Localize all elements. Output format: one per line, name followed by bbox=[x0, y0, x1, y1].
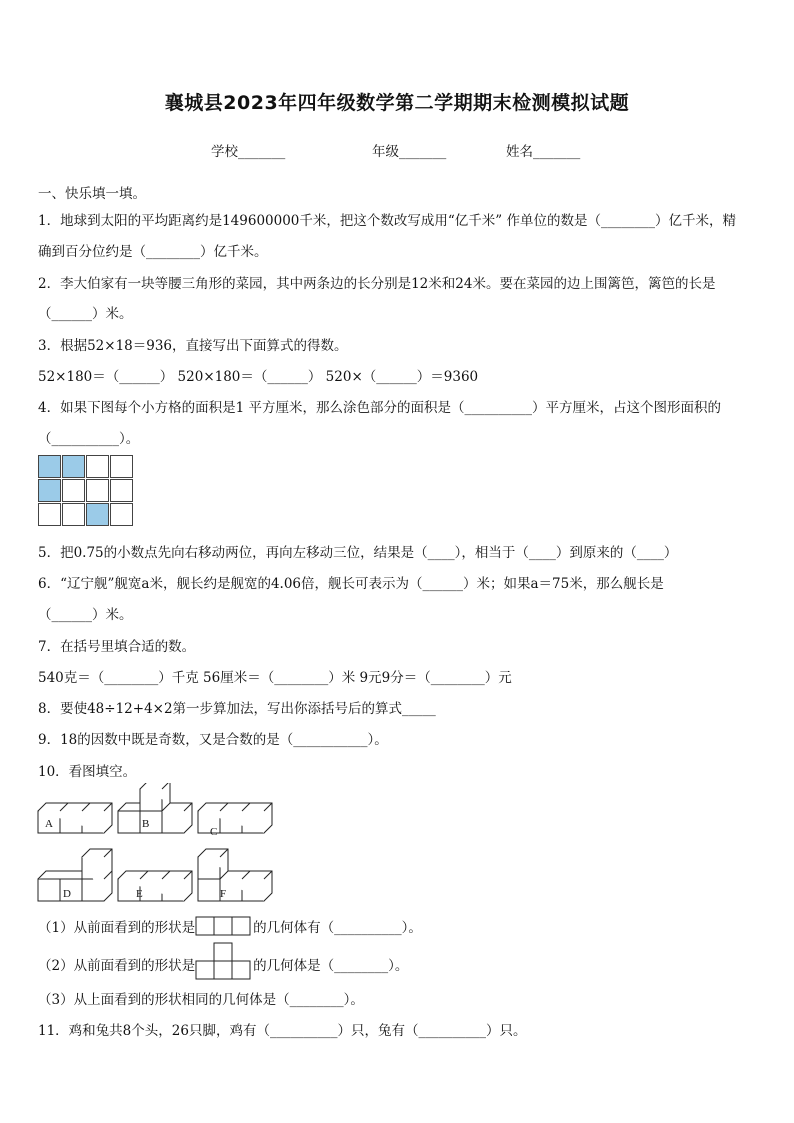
q9-line: 9．18的因数中既是奇数，又是合数的是（___________）。 bbox=[38, 732, 388, 748]
grade-label: 年级 bbox=[372, 144, 399, 160]
grid-cell bbox=[38, 503, 61, 526]
q10-sub2-suffix: 的几何体是（________）。 bbox=[253, 958, 409, 974]
figure-f bbox=[198, 849, 272, 901]
q4-line1: 4．如果下图每个小方格的面积是1 平方厘米，那么涂色部分的面积是（__________）平方厘米，占这个图形面积的 bbox=[38, 400, 721, 416]
q6-line2: （______）米。 bbox=[38, 607, 133, 623]
area-grid bbox=[38, 455, 134, 527]
grid-cell bbox=[86, 455, 109, 478]
q5-line: 5．把0.75的小数点先向右移动两位，再向左移动三位，结果是（____），相当于（____）到原来的（____） bbox=[38, 545, 678, 561]
shape-t-squares bbox=[195, 942, 253, 980]
grade-field bbox=[372, 140, 446, 160]
grid-cell bbox=[110, 455, 133, 478]
q8-line: 8．要使48÷12+4×2第一步算加法，写出你添括号后的算式_____ bbox=[38, 701, 436, 717]
q2-line1: 2．李大伯家有一块等腰三角形的菜园，其中两条边的长分别是12米和24米。要在菜园的边上围篱笆，篱笆的长是 bbox=[38, 276, 716, 292]
grid-cell bbox=[110, 479, 133, 502]
label-d: D bbox=[63, 888, 71, 900]
q10-sub1-suffix: 的几何体有（__________）。 bbox=[253, 920, 422, 936]
section-heading: 一、快乐填一填。 bbox=[38, 186, 146, 202]
q7-line1: 7．在括号里填合适的数。 bbox=[38, 639, 196, 655]
q10-sub3: （3）从上面看到的形状相同的几何体是（________）。 bbox=[38, 992, 364, 1008]
q10-sub2 bbox=[38, 942, 408, 980]
q3-line1: 3．根据52×18＝936，直接写出下面算式的得数。 bbox=[38, 338, 348, 354]
q6-line1: 6．“辽宁舰”舰宽a米，舰长约是舰宽的4.06倍，舰长可表示为（______）米；如果a＝75米，那么舰长是 bbox=[38, 576, 664, 592]
q2-line2: （______）米。 bbox=[38, 306, 133, 322]
grid-cell bbox=[62, 455, 85, 478]
name-field bbox=[506, 140, 580, 160]
q1-line2: 确到百分位约是（________）亿千米。 bbox=[38, 244, 268, 260]
grid-cell bbox=[86, 503, 109, 526]
label-a: A bbox=[45, 818, 53, 830]
q10-sub1 bbox=[38, 916, 422, 936]
name-label: 姓名 bbox=[506, 144, 533, 160]
page-title: 襄城县2023年四年级数学第二学期期末检测模拟试题 bbox=[164, 92, 630, 114]
q1-line1: 1．地球到太阳的平均距离约是149600000千米，把这个数改写成用“亿千米” 作单位的数是（________）亿千米，精 bbox=[38, 213, 736, 229]
label-c: C bbox=[210, 826, 218, 838]
grid-cell bbox=[62, 503, 85, 526]
grid-cell bbox=[110, 503, 133, 526]
q10-sub2-prefix: （2）从前面看到的形状是 bbox=[38, 958, 196, 974]
label-b: B bbox=[142, 818, 150, 830]
school-field bbox=[211, 140, 285, 160]
q11-line: 11．鸡和兔共8个头，26只脚，鸡有（__________）只，兔有（__________）只。 bbox=[38, 1023, 527, 1039]
grid-cell bbox=[86, 479, 109, 502]
school-label: 学校 bbox=[211, 144, 238, 160]
name-blank[interactable]: _______ bbox=[533, 144, 581, 160]
cube-figures bbox=[30, 783, 280, 908]
q10-heading: 10．看图填空。 bbox=[38, 764, 137, 780]
label-e: E bbox=[136, 888, 143, 900]
grid-cell bbox=[38, 455, 61, 478]
q10-sub1-prefix: （1）从前面看到的形状是 bbox=[38, 920, 196, 936]
grid-cell bbox=[38, 479, 61, 502]
school-blank[interactable]: _______ bbox=[238, 144, 286, 160]
grid-cell bbox=[62, 479, 85, 502]
q3-line2: 52×180＝（______） 520×180＝（______） 520×（______）＝9360 bbox=[38, 369, 479, 385]
figure-e bbox=[118, 871, 192, 901]
shape-three-squares bbox=[195, 916, 253, 936]
figure-b bbox=[118, 783, 192, 833]
figure-d bbox=[38, 849, 112, 901]
label-f: F bbox=[220, 888, 227, 900]
q4-line2: （__________）。 bbox=[38, 431, 140, 447]
q7-line2: 540克＝（________）千克 56厘米＝（________）米 9元9分＝（________）元 bbox=[38, 670, 512, 686]
grade-blank[interactable]: _______ bbox=[399, 144, 447, 160]
